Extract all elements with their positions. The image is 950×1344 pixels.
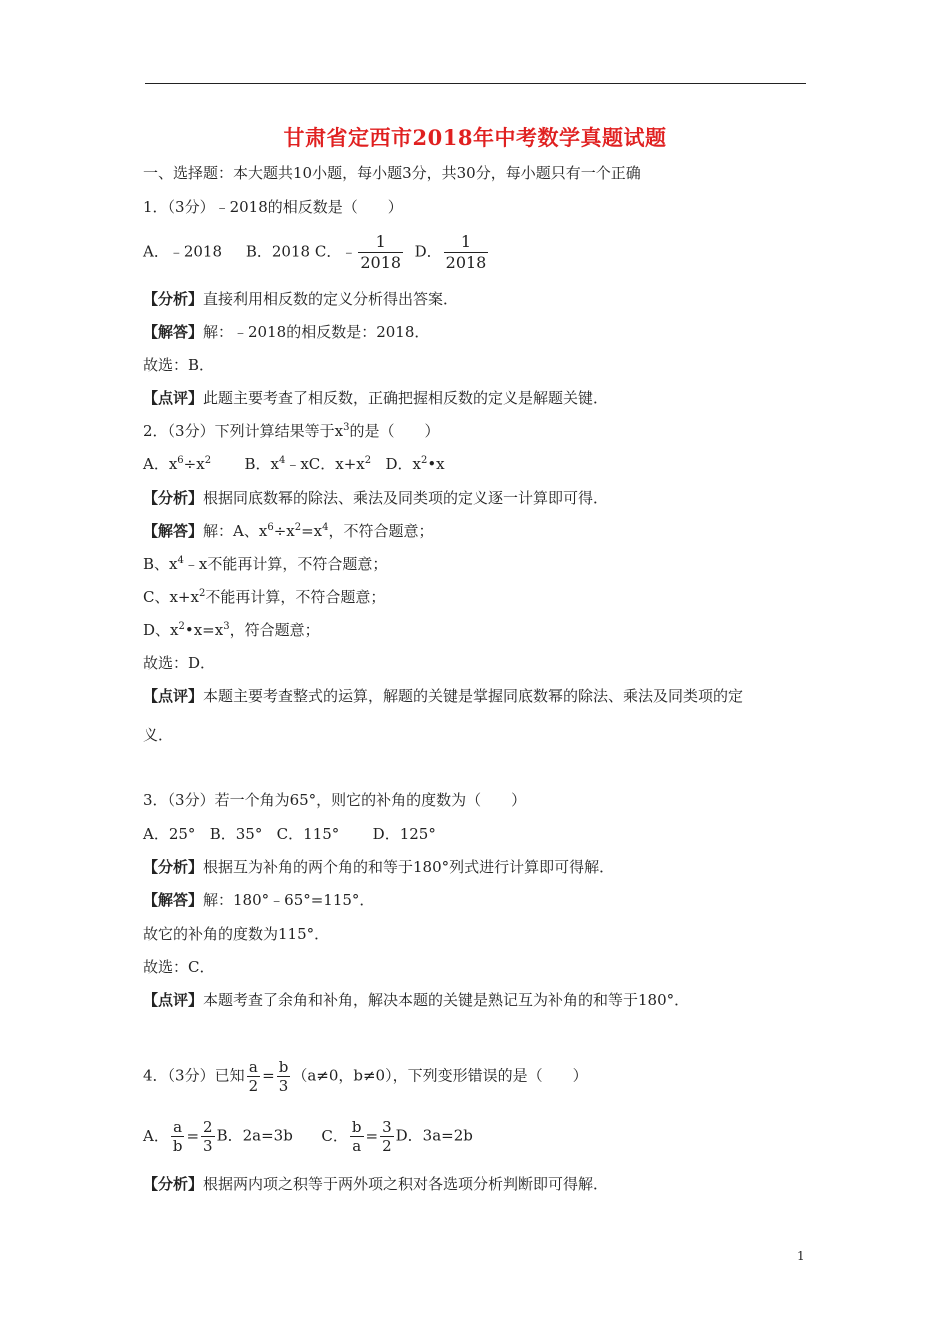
- q4-option-c: C． $\frac{b}{a}$ = $\frac{3}{2}$: [321, 1118, 392, 1155]
- q1-option-b: B．2018: [245, 242, 311, 261]
- comment-text: 本题考查了余角和补角，解决本题的关键是熟记互为补角的和等于180°．: [203, 991, 690, 1009]
- section-heading: 一、选择题：本大题共10小题，每小题3分，共30分，每小题只有一个正确: [143, 164, 641, 182]
- q3-option-a: A．25°: [143, 825, 196, 843]
- q2-answer-a: 【解答】解：A、$x^6\div x^2=x^4$，不符合题意；: [143, 522, 434, 540]
- analysis-text: 根据两内项之积等于两外项之积对各选项分析判断即可得解．: [203, 1175, 609, 1193]
- q3-option-d: D．125°: [372, 825, 436, 843]
- fraction-numerator: 1: [358, 232, 403, 253]
- comment-tag: 【点评】: [143, 991, 204, 1009]
- comment-tag: 【点评】: [143, 687, 204, 705]
- analysis-tag: 【分析】: [143, 489, 204, 507]
- q2-comment-cont: 义．: [143, 726, 174, 744]
- q2-option-c: C．$x+x^2$: [308, 455, 372, 473]
- q1-option-c-fraction: [358, 232, 403, 273]
- q3-choice: 故选：C．: [143, 958, 215, 976]
- q2-option-b: B．$x^4﹣x$: [244, 455, 309, 473]
- q1-answer: [143, 322, 429, 342]
- q3-answer: [143, 890, 374, 910]
- stem-text: 2．（3分）下列计算结果等于x: [143, 422, 344, 440]
- q4-option-b: B．2a=3b: [216, 1126, 293, 1145]
- q4-option-a: A． $\frac{a}{b}$ = $\frac{2}{3}$: [143, 1118, 213, 1155]
- q2-answer-d: D、$x^2•x=x^3$，符合题意；: [143, 621, 320, 639]
- q1-stem: 1．（3分）﹣2018的相反数是（ ）: [143, 198, 403, 216]
- q2-analysis: [143, 488, 608, 508]
- fraction-denominator: 2018: [445, 253, 487, 272]
- q2-choice: 故选：D．: [143, 654, 216, 672]
- q2-option-d: D．$x^2•x$: [385, 455, 445, 473]
- q2-answer-b: B、$x^4﹣x$不能再计算，不符合题意；: [143, 555, 388, 573]
- analysis-text: 根据互为补角的两个角的和等于180°列式进行计算即可得解．: [203, 858, 615, 876]
- q4-options: [143, 1118, 473, 1155]
- q1-option-a: A．﹣2018: [143, 242, 223, 261]
- q2-comment: [143, 686, 743, 706]
- q4-option-d: D．3a=2b: [395, 1126, 473, 1145]
- q1-analysis: [143, 289, 458, 309]
- answer-text: 解：﹣2018的相反数是：2018．: [203, 323, 430, 341]
- analysis-text: 直接利用相反数的定义分析得出答案．: [203, 290, 459, 308]
- q4-stem: 4．（3分）已知 $\frac{a}{2}$ = $\frac{b}{3}$ （a≠0，b≠0），下列变形错误的是（ ）: [143, 1058, 588, 1095]
- page-title: 甘肃省定西市2018年中考数学真题试题: [283, 125, 667, 150]
- q3-option-c: C．115°: [276, 825, 340, 843]
- fraction-numerator: 1: [444, 232, 489, 253]
- stem-text: 的是（ ）: [349, 422, 440, 440]
- q1-option-d-label: D．: [414, 242, 442, 261]
- q2-option-a: A．$x^6\div x^2$: [143, 455, 212, 473]
- comment-tag: 【点评】: [143, 389, 204, 407]
- q4-stem-fraction-a: $\frac{a}{2}$: [248, 1058, 259, 1095]
- page-number: 1: [797, 1249, 805, 1263]
- q4-stem-fraction-b: $\frac{b}{3}$: [278, 1058, 289, 1095]
- answer-tag: 【解答】: [143, 323, 204, 341]
- fraction-denominator: 2018: [360, 253, 402, 272]
- header-rule: [145, 83, 806, 84]
- q3-analysis: [143, 857, 614, 877]
- analysis-tag: 【分析】: [143, 290, 204, 308]
- analysis-tag: 【分析】: [143, 1175, 204, 1193]
- stem-text: 4．（3分）已知: [143, 1066, 245, 1085]
- q1-option-c-sign: ﹣: [341, 242, 357, 261]
- answer-tag: 【解答】: [143, 891, 204, 909]
- q2-answer-c: C、$x+x^2$不能再计算，不符合题意；: [143, 588, 386, 606]
- answer-tag: 【解答】: [143, 522, 204, 540]
- q2-options: [143, 454, 445, 474]
- q3-option-b: B．35°: [209, 825, 263, 843]
- q2-stem: [143, 421, 439, 441]
- exponent: 3: [343, 422, 350, 433]
- comment-text: 本题主要考查整式的运算，解题的关键是掌握同底数幂的除法、乘法及同类项的定: [203, 687, 744, 705]
- q1-option-c-label: C．: [314, 242, 342, 261]
- stem-text: （a≠0，b≠0），下列变形错误的是（ ）: [292, 1066, 588, 1085]
- q1-option-d-fraction: [444, 232, 489, 273]
- q4-analysis: [143, 1174, 608, 1194]
- analysis-tag: 【分析】: [143, 858, 204, 876]
- q1-comment: [143, 388, 608, 408]
- q1-options: [143, 232, 490, 273]
- q3-stem: 3．（3分）若一个角为65°，则它的补角的度数为（ ）: [143, 791, 527, 809]
- answer-text: 解：180°﹣65°=115°．: [203, 891, 375, 909]
- q3-comment: [143, 990, 689, 1010]
- q3-options: [143, 824, 436, 844]
- q3-answer-cont: 故它的补角的度数为115°．: [143, 925, 330, 943]
- q1-choice: 故选：B．: [143, 356, 215, 374]
- analysis-text: 根据同底数幂的除法、乘法及同类项的定义逐一计算即可得．: [203, 489, 609, 507]
- comment-text: 此题主要考查了相反数，正确把握相反数的定义是解题关键．: [203, 389, 609, 407]
